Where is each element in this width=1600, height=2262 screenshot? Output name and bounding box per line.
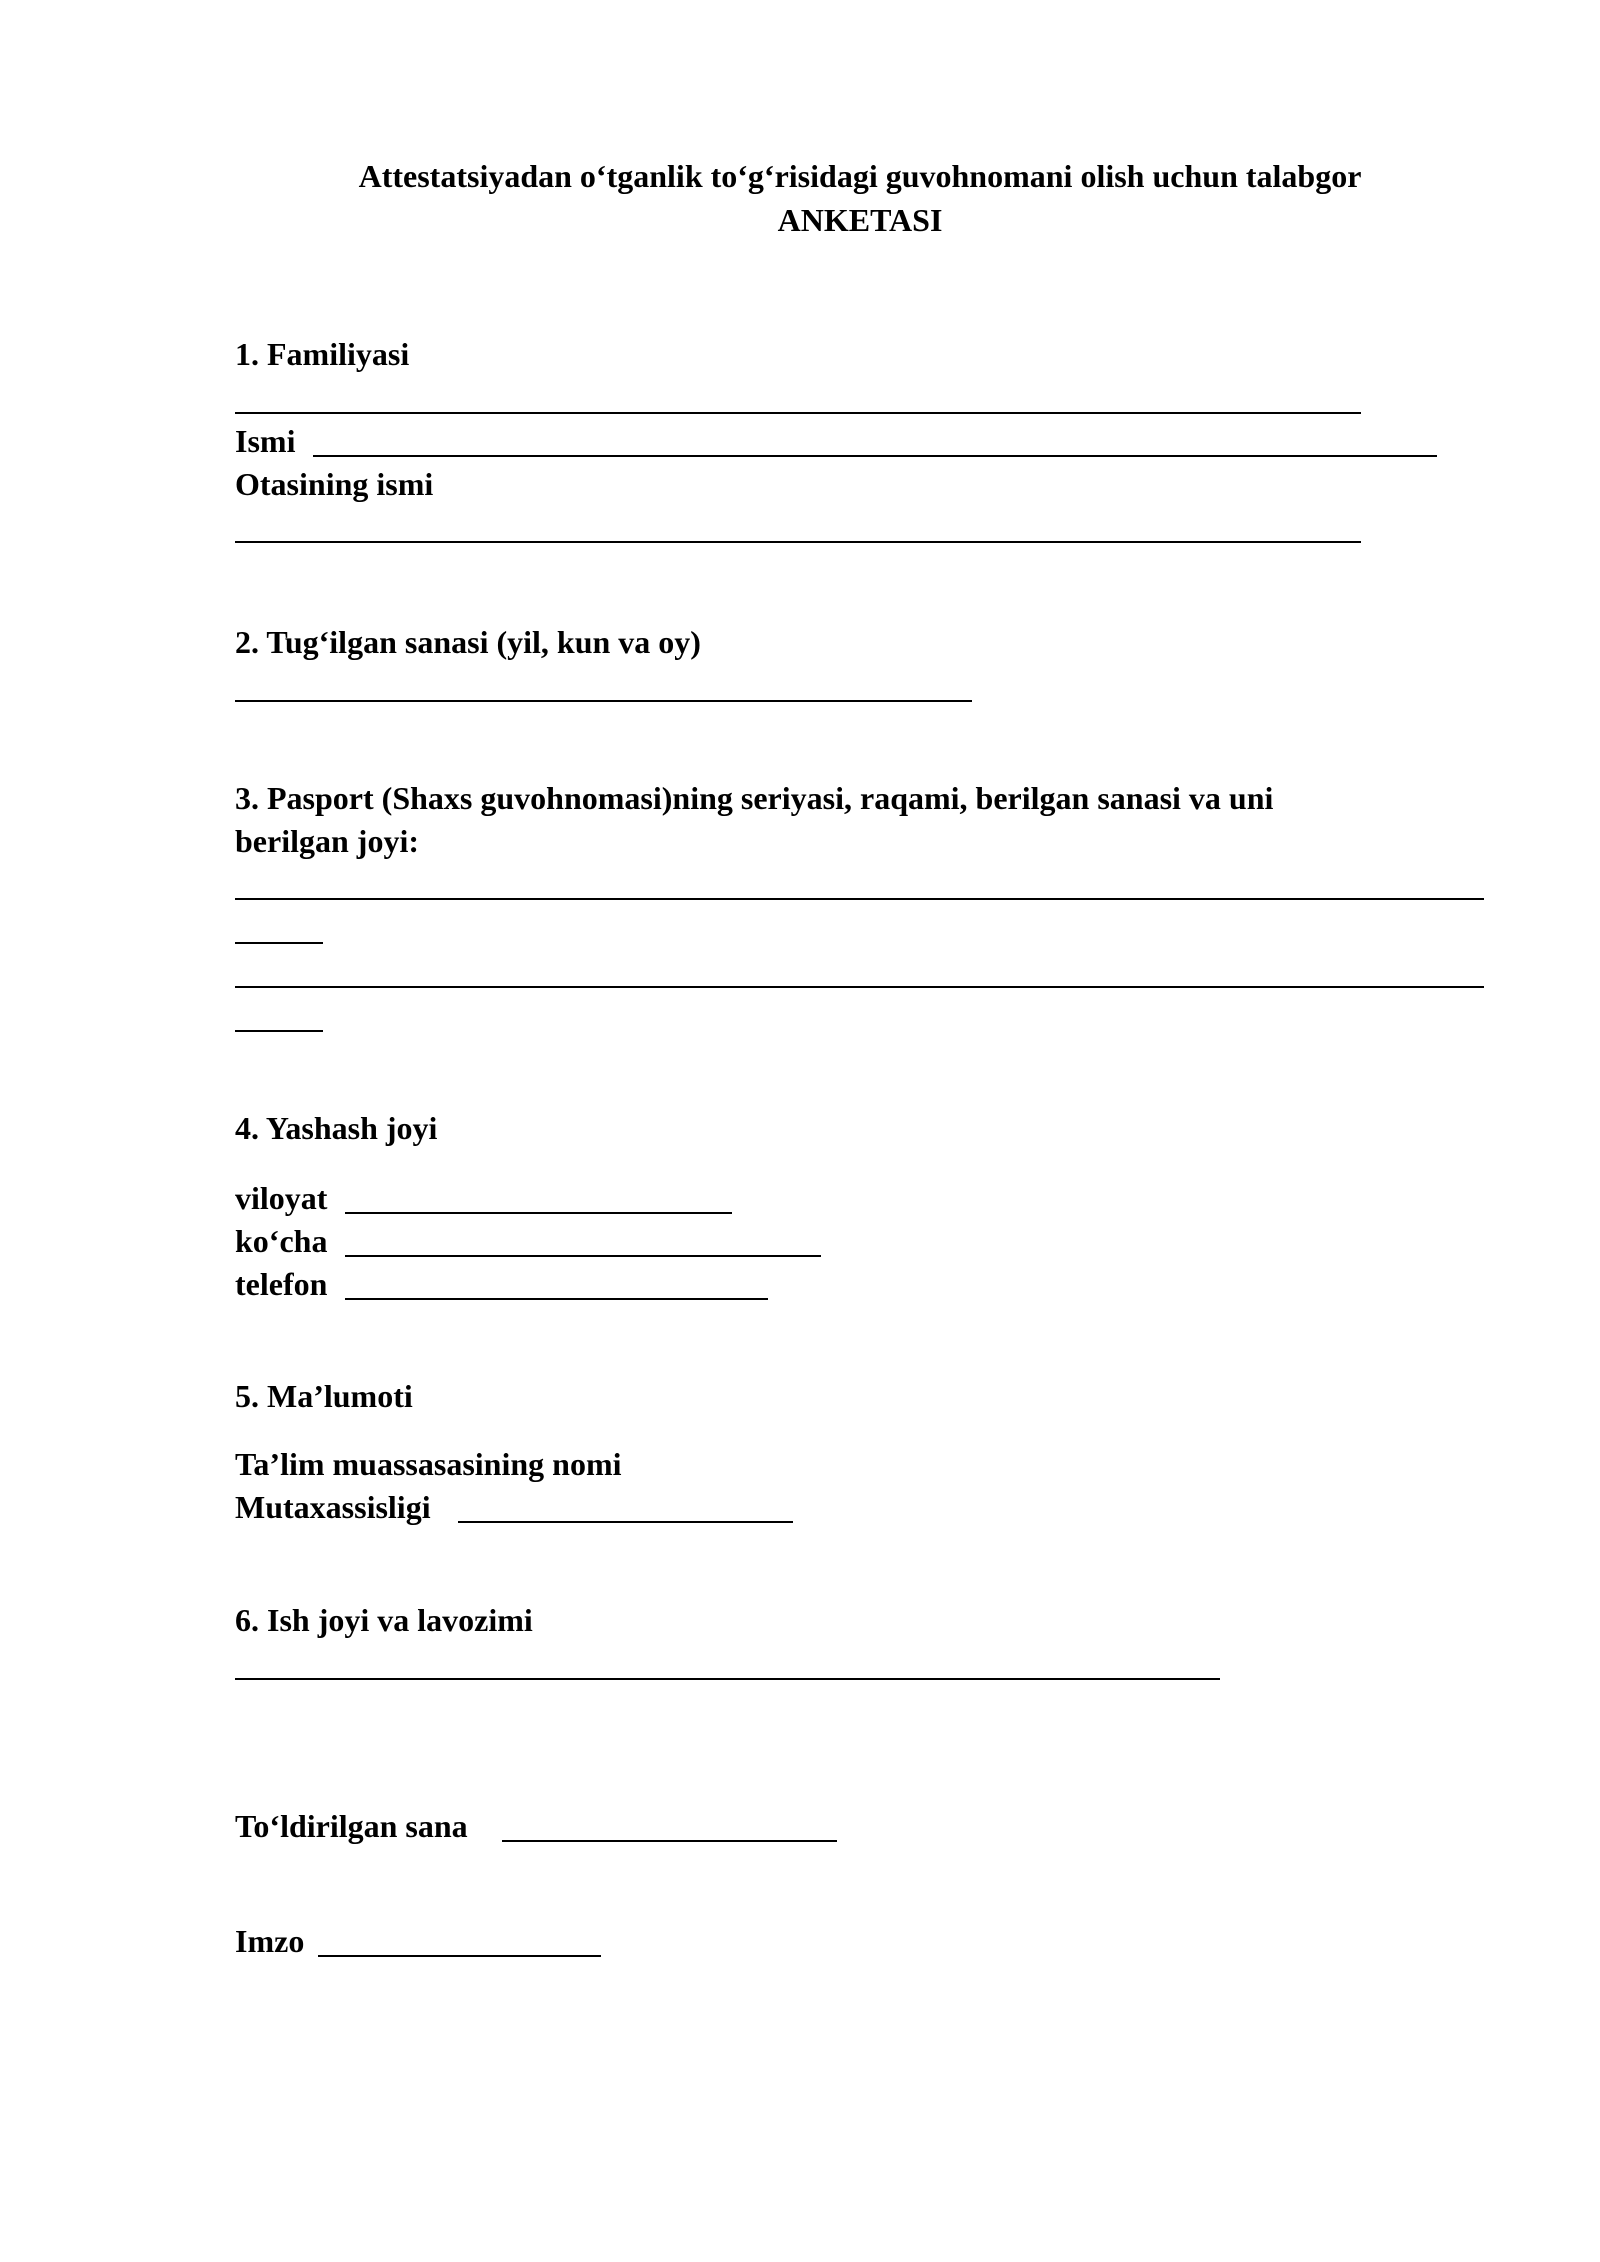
- surname-heading: 1. Familiyasi: [235, 336, 410, 372]
- phone-label: telefon: [235, 1266, 328, 1302]
- street-label: ko‘cha: [235, 1223, 328, 1259]
- specialty-label: Mutaxassisligi: [235, 1489, 431, 1525]
- signature-field-line[interactable]: [318, 1955, 601, 1957]
- passport-field-line-1-end[interactable]: [235, 942, 323, 944]
- birth-date-heading: 2. Tug‘ilgan sanasi (yil, kun va oy): [235, 624, 701, 660]
- region-field-line[interactable]: [345, 1212, 732, 1214]
- first-name-field-line[interactable]: [313, 455, 1437, 457]
- institution-label: Ta’lim muassasasining nomi: [235, 1446, 622, 1482]
- document-title-anketasi: ANKETASI: [777, 202, 943, 238]
- specialty-field-line[interactable]: [458, 1521, 793, 1523]
- patronymic-label: Otasining ismi: [235, 466, 434, 502]
- workplace-heading: 6. Ish joyi va lavozimi: [235, 1602, 533, 1638]
- street-field-line[interactable]: [345, 1255, 821, 1257]
- passport-heading-line1: 3. Pasport (Shaxs guvohnomasi)ning seriyasi, raqami, berilgan sanasi va uni: [235, 780, 1274, 816]
- patronymic-field-line[interactable]: [235, 541, 1361, 543]
- document-title: Attestatsiyadan o‘tganlik to‘g‘risidagi guvohnomani olish uchun talabgor: [358, 158, 1362, 194]
- region-label: viloyat: [235, 1180, 328, 1216]
- passport-field-line-2[interactable]: [235, 986, 1484, 988]
- birth-date-field-line[interactable]: [235, 700, 972, 702]
- workplace-field-line[interactable]: [235, 1678, 1220, 1680]
- signature-label: Imzo: [235, 1923, 305, 1959]
- filled-date-label: To‘ldirilgan sana: [235, 1808, 468, 1844]
- passport-heading-line2: berilgan joyi:: [235, 823, 419, 859]
- surname-field-line[interactable]: [235, 412, 1361, 414]
- first-name-label: Ismi: [235, 423, 296, 459]
- education-heading: 5. Ma’lumoti: [235, 1378, 413, 1414]
- residence-heading: 4. Yashash joyi: [235, 1110, 438, 1146]
- passport-field-line-2-end[interactable]: [235, 1030, 323, 1032]
- filled-date-field-line[interactable]: [502, 1840, 837, 1842]
- phone-field-line[interactable]: [345, 1298, 768, 1300]
- passport-field-line-1[interactable]: [235, 898, 1484, 900]
